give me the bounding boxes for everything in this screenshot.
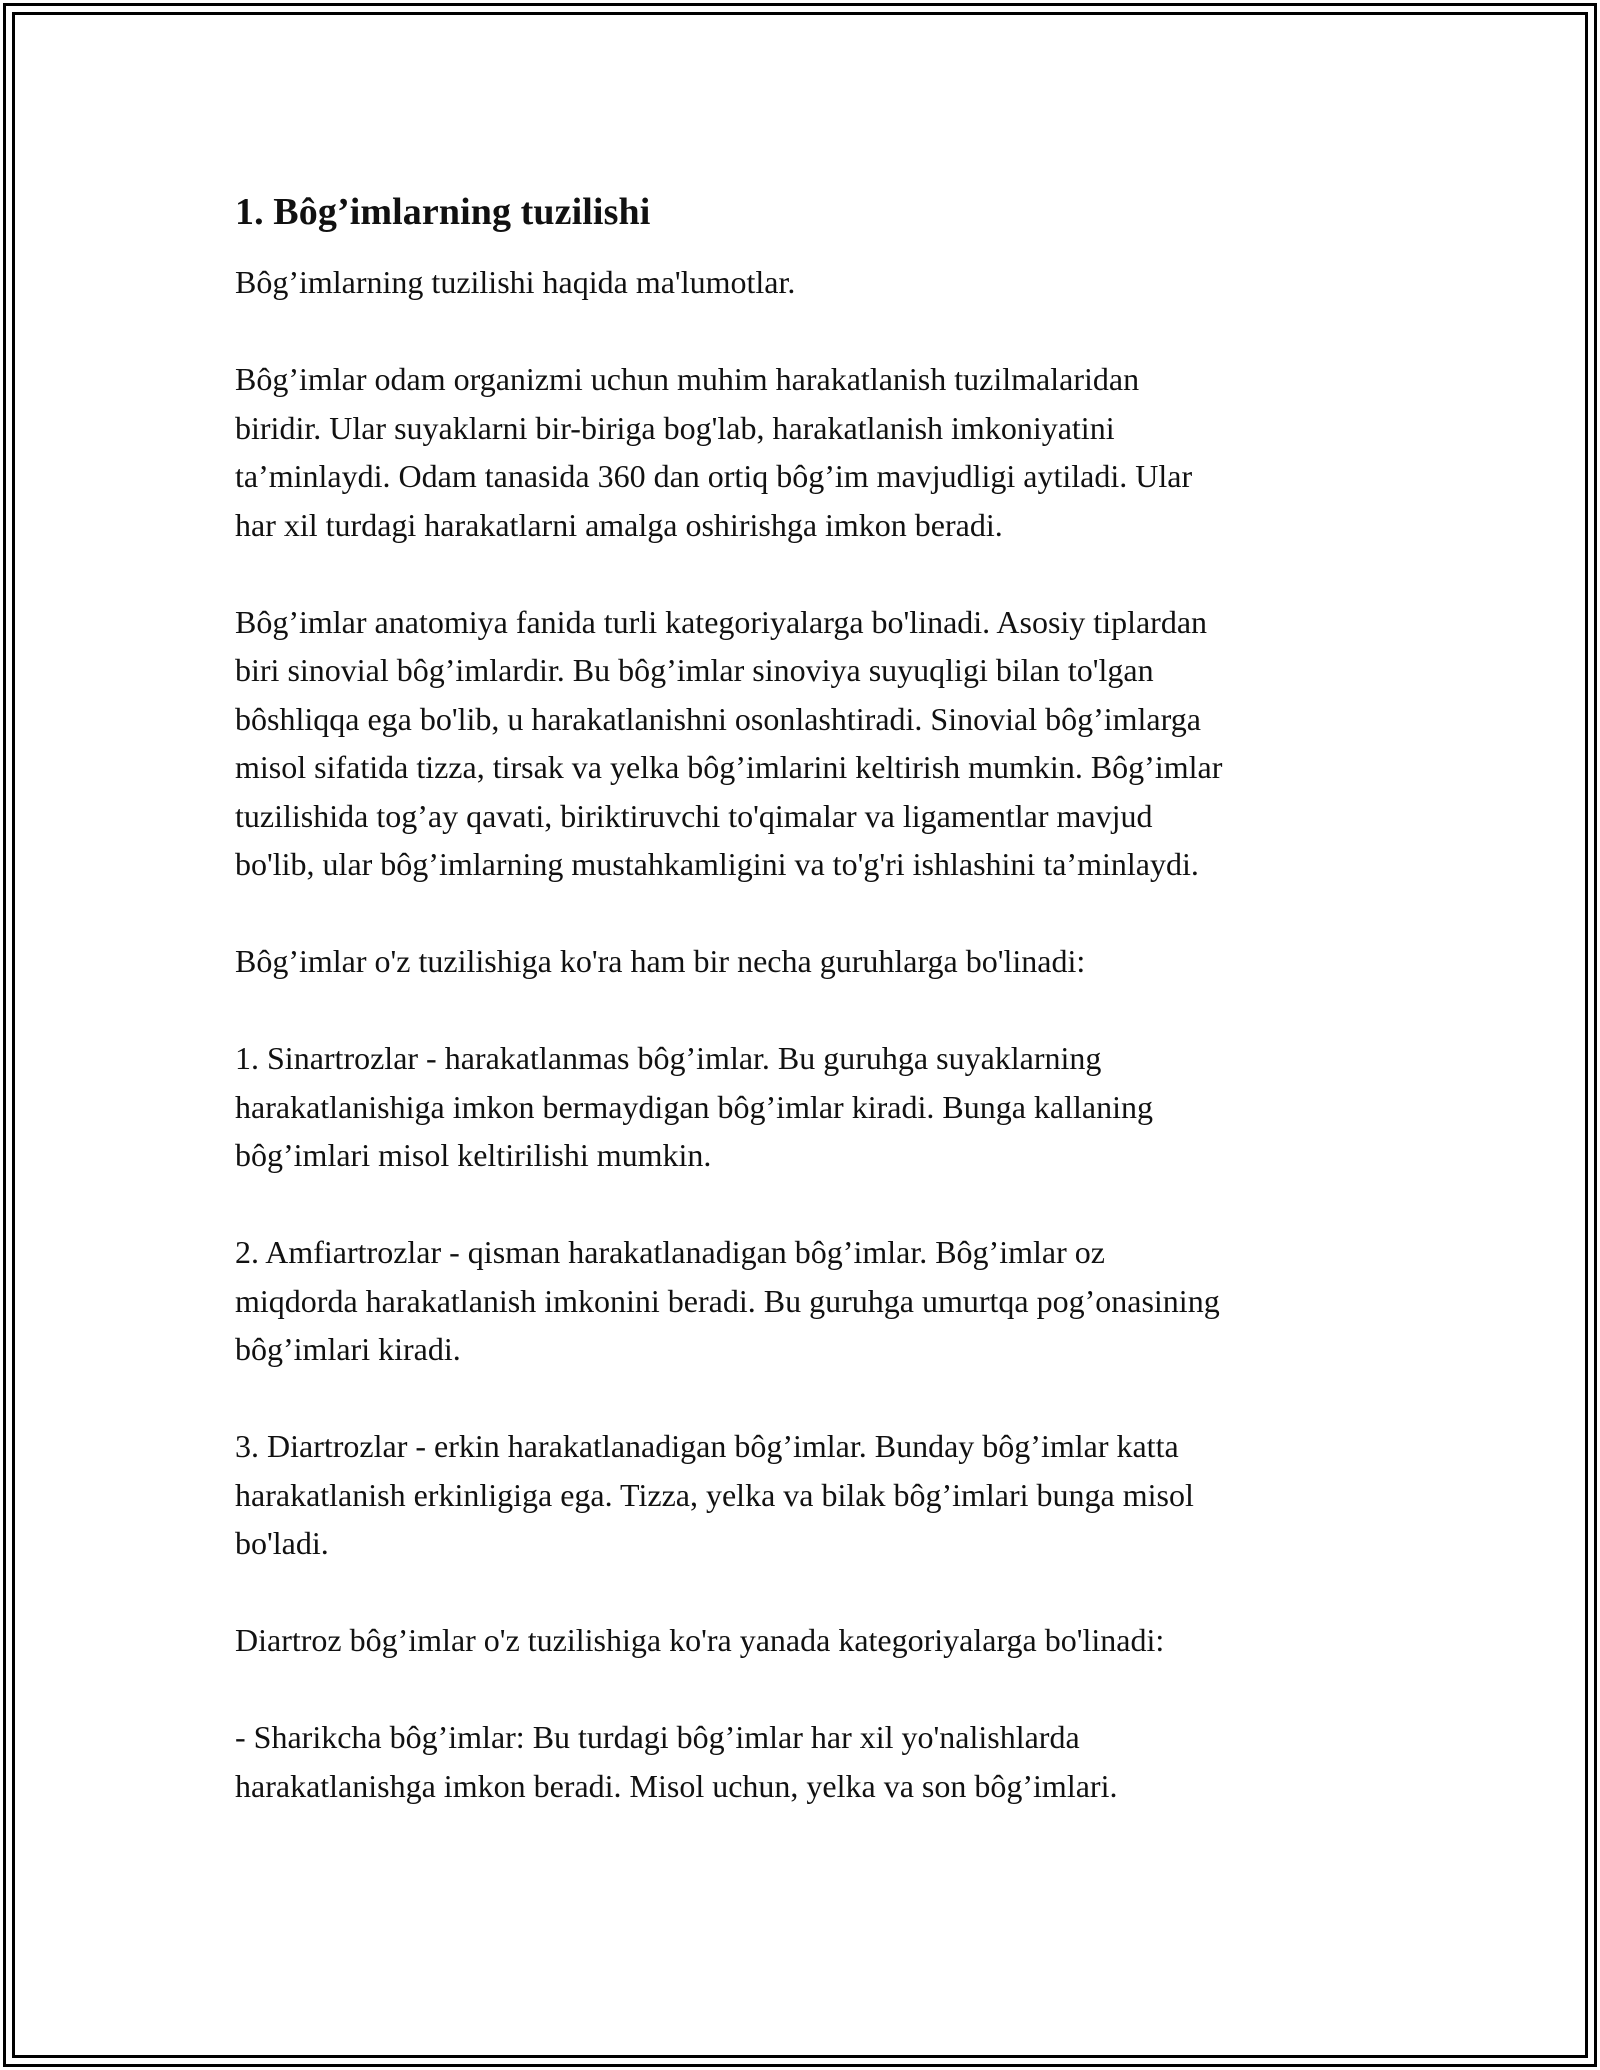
list-item-diarthrosis: 3. Diartrozlar - erkin harakatlanadigan bôg’imlar. Bunday bôg’imlar katta harakatlanish erkinligiga ega. Tizza, yelka va bilak bôg’imlari bunga misol bo'ladi. <box>235 1428 1194 1561</box>
list-item-ball-joints: - Sharikcha bôg’imlar: Bu turdagi bôg’imlar har xil yo'nalishlarda harakatlanishga imkon beradi. Misol uchun, yelka va son bôg’imlari. <box>235 1719 1118 1804</box>
paragraph-groups-intro: Bôg’imlar o'z tuzilishiga ko'ra ham bir necha guruhlarga bo'linadi: <box>235 943 1086 979</box>
list-item-synarthrosis: 1. Sinartrozlar - harakatlanmas bôg’imlar. Bu guruhga suyaklarning harakatlanishiga imkon bermaydigan bôg’imlar kiradi. Bunga kallaning bôg’imlari misol keltirilishi mumkin. <box>235 1040 1153 1173</box>
paragraph-intro: Bôg’imlarning tuzilishi haqida ma'lumotlar. <box>235 264 796 300</box>
document-body <box>235 186 1380 1810</box>
paragraph-synovial: Bôg’imlar anatomiya fanida turli kategoriyalarga bo'linadi. Asosiy tiplardan biri sinovial bôg’imlardir. Bu bôg’imlar sinoviya suyuqligi bilan to'lgan bôshliqqa ega bo'lib, u harakatlanishni osonlashtiradi. Sinovial bôg’imlarga misol sifatida tizza, tirsak va yelka bôg’imlarini keltirish mumkin. Bôg’imlar tuzilishida tog’ay qavati, biriktiruvchi to'qimalar va ligamentlar mavjud bo'lib, ular bôg’imlarning mustahkamligini va to'g'ri ishlashini ta’minlaydi. <box>235 603 1223 882</box>
list-item-amphiarthrosis: 2. Amfiartrozlar - qisman harakatlanadigan bôg’imlar. Bôg’imlar oz miqdorda harakatlanish imkonini beradi. Bu guruhga umurtqa pog’onasining bôg’imlari kiradi. <box>235 1234 1220 1367</box>
document-title: 1. Bôg’imlarning tuzilishi <box>235 191 651 233</box>
paragraph-overview: Bôg’imlar odam organizmi uchun muhim harakatlanish tuzilmalaridan biridir. Ular suyaklarni bir-biriga bog'lab, harakatlanish imkoniyatini ta’minlaydi. Odam tanasida 360 dan ortiq bôg’im mavjudligi aytiladi. Ular har xil turdagi harakatlarni amalga oshirishga imkon beradi. <box>235 361 1193 543</box>
paragraph-diarthrosis-categories: Diartroz bôg’imlar o'z tuzilishiga ko'ra yanada kategoriyalarga bo'linadi: <box>235 1622 1165 1658</box>
